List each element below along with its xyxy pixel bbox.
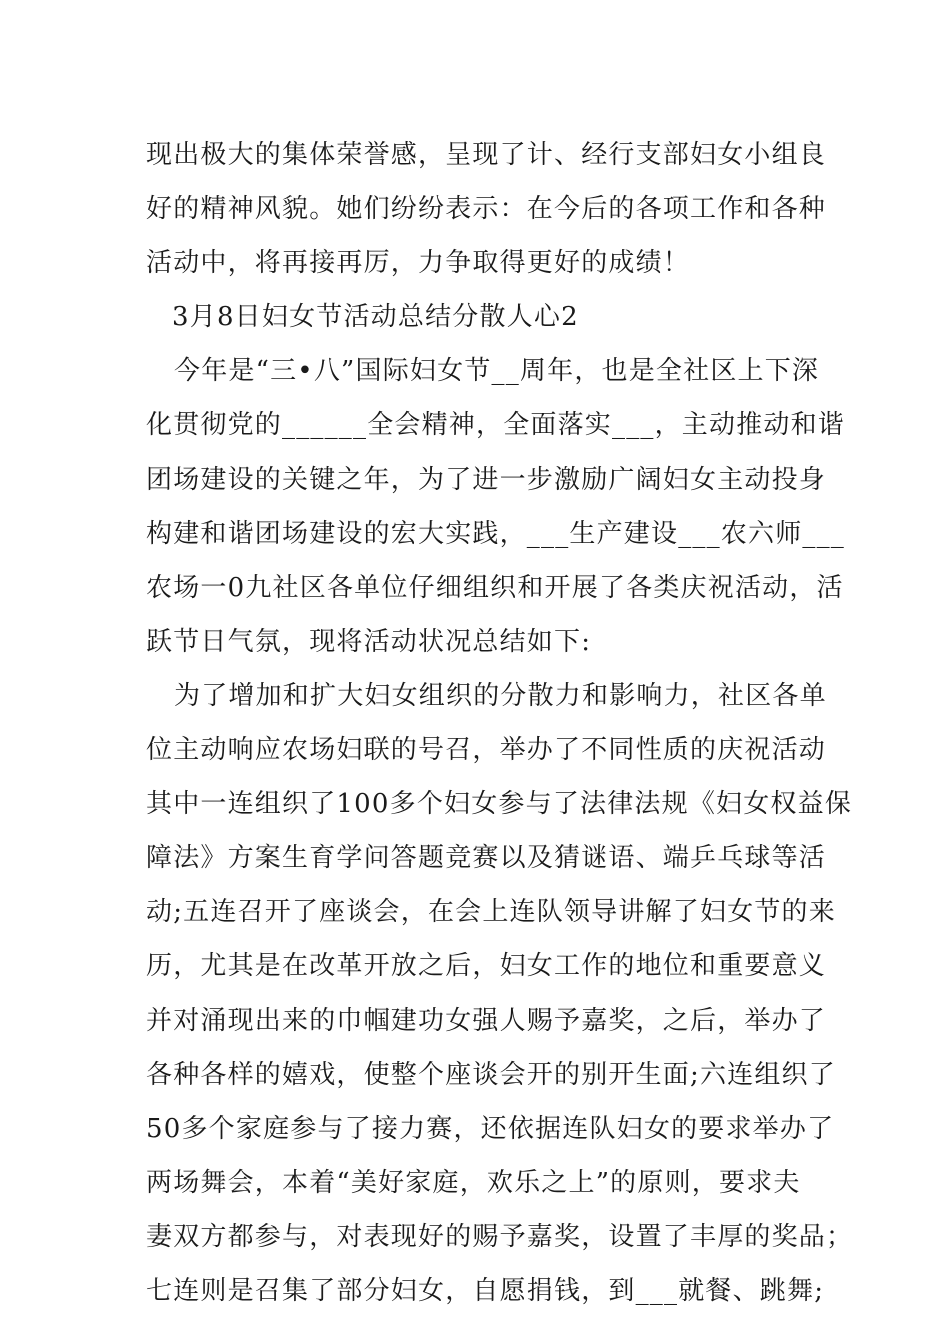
text-line: 其中一连组织了100多个妇女参与了法律法规《妇女权益保 (146, 789, 853, 820)
text-line: 位主动响应农场妇联的号召，举办了不同性质的庆祝活动 (146, 735, 827, 766)
paragraph-first-line: 今年是“三•八”国际妇女节__周年，也是全社区上下深 (174, 356, 820, 387)
text-line: 各种各样的嬉戏，使整个座谈会开的别开生面;六连组织了 (146, 1059, 836, 1090)
text-line: 现出极大的集体荣誉感，呈现了计、经行支部妇女小组良 (146, 140, 827, 170)
text-line: 两场舞会，本着“美好家庭，欢乐之上”的原则，要求夫 (146, 1167, 801, 1198)
text-line: 动;五连召开了座谈会，在会上连队领导讲解了妇女节的来 (146, 897, 836, 928)
text-line: 好的精神风貌。她们纷纷表示：在今后的各项工作和各种 (146, 194, 827, 225)
text-line: 活动中，将再接再厉，力争取得更好的成绩！ (146, 248, 691, 279)
text-line: 七连则是召集了部分妇女，自愿捐钱，到___就餐、跳舞; (146, 1275, 825, 1306)
text-line: 团场建设的关键之年，为了进一步激励广阔妇女主动投身 (146, 464, 827, 495)
text-line: 妻双方都参与，对表现好的赐予嘉奖，设置了丰厚的奖品； (146, 1221, 854, 1252)
text-line: 农场一0九社区各单位仔细组织和开展了各类庆祝活动，活 (146, 572, 844, 603)
text-line: 障法》方案生育学问答题竞赛以及猜谜语、端乒乓球等活 (146, 843, 827, 874)
document-body (146, 128, 854, 1318)
text-line: 50多个家庭参与了接力赛，还依据连队妇女的要求举办了 (146, 1113, 835, 1144)
text-line: 并对涌现出来的巾帼建功女强人赐予嘉奖，之后，举办了 (146, 1005, 827, 1036)
text-line: 跃节日气氛，现将活动状况总结如下: (146, 626, 592, 657)
text-line: 化贯彻党的______全会精神，全面落实___，主动推动和谐 (146, 410, 846, 441)
section-heading: 3月8日妇女节活动总结分散人心2 (172, 302, 579, 333)
paragraph-first-line: 为了增加和扩大妇女组织的分散力和影响力，社区各单 (174, 680, 827, 711)
text-line: 历，尤其是在改革开放之后，妇女工作的地位和重要意义 (146, 951, 827, 982)
text-line: 构建和谐团场建设的宏大实践，___生产建设___农六师___ (146, 518, 846, 549)
